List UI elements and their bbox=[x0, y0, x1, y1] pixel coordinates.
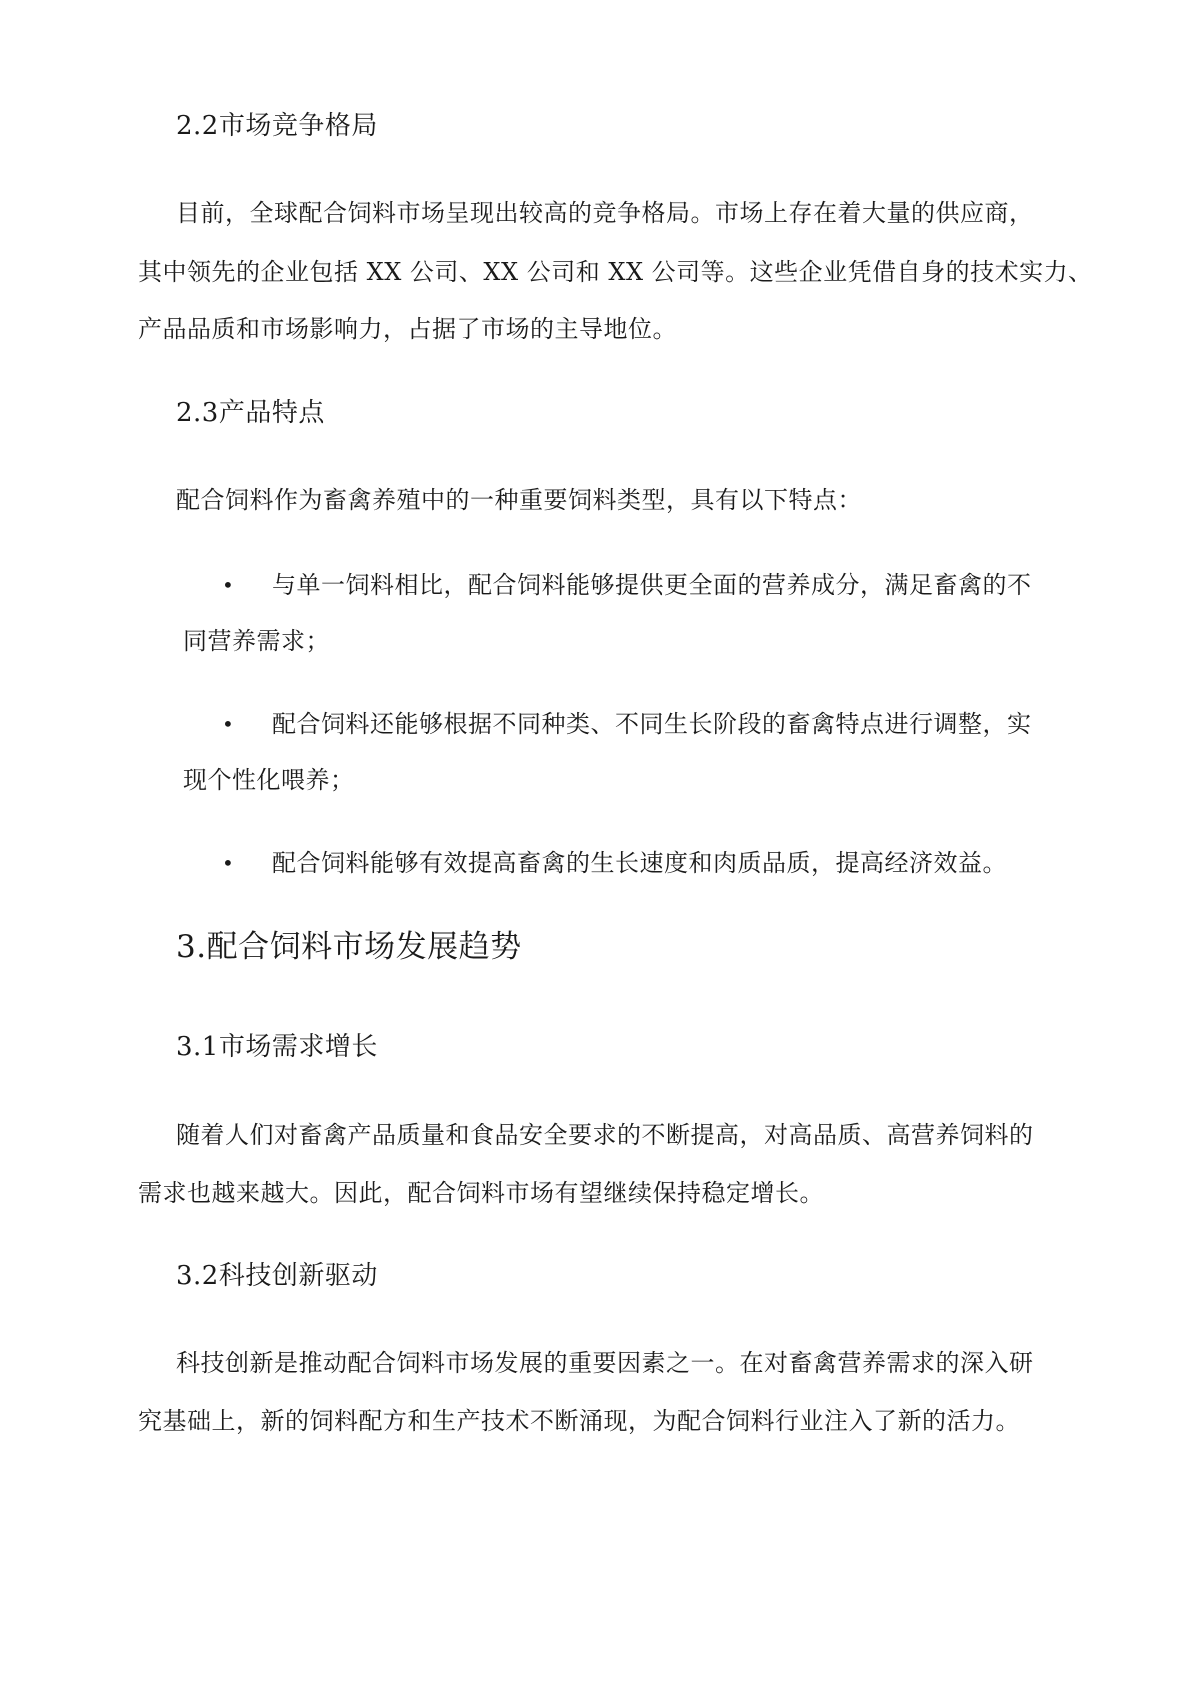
paragraph-line: 目前，全球配合饲料市场呈现出较高的竞争格局。市场上存在着大量的供应商， bbox=[176, 199, 1034, 227]
section-heading-2-2: 2.2市场竞争格局 bbox=[176, 111, 378, 141]
section-heading-3-1: 3.1市场需求增长 bbox=[176, 1032, 378, 1062]
bullet-line: 现个性化喂养； bbox=[183, 766, 355, 794]
bullet-marker: • bbox=[222, 573, 234, 597]
bullet-marker: • bbox=[222, 851, 234, 875]
section-heading-3-2: 3.2科技创新驱动 bbox=[176, 1261, 378, 1291]
bullet-marker: • bbox=[222, 712, 234, 736]
bullet-line: 同营养需求； bbox=[183, 627, 330, 655]
paragraph-line: 随着人们对畜禽产品质量和食品安全要求的不断提高，对高品质、高营养饲料的 bbox=[176, 1121, 1034, 1149]
paragraph-line: 产品品质和市场影响力，占据了市场的主导地位。 bbox=[138, 315, 677, 343]
bullet-line: 与单一饲料相比，配合饲料能够提供更全面的营养成分，满足畜禽的不 bbox=[272, 571, 1032, 599]
paragraph-line: 究基础上，新的饲料配方和生产技术不断涌现，为配合饲料行业注入了新的活力。 bbox=[138, 1407, 1020, 1435]
paragraph-line: 需求也越来越大。因此，配合饲料市场有望继续保持稳定增长。 bbox=[138, 1179, 824, 1207]
bullet-line: 配合饲料能够有效提高畜禽的生长速度和肉质品质，提高经济效益。 bbox=[272, 849, 1007, 877]
paragraph-line: 科技创新是推动配合饲料市场发展的重要因素之一。在对畜禽营养需求的深入研 bbox=[176, 1349, 1034, 1377]
section-heading-2-3: 2.3产品特点 bbox=[176, 398, 325, 428]
chapter-heading-3: 3.配合饲料市场发展趋势 bbox=[176, 929, 522, 965]
paragraph-line: 其中领先的企业包括 XX 公司、XX 公司和 XX 公司等。这些企业凭借自身的技术实力、 bbox=[138, 258, 1093, 286]
bullet-line: 配合饲料还能够根据不同种类、不同生长阶段的畜禽特点进行调整，实 bbox=[272, 710, 1032, 738]
paragraph-line: 配合饲料作为畜禽养殖中的一种重要饲料类型，具有以下特点： bbox=[176, 486, 862, 514]
